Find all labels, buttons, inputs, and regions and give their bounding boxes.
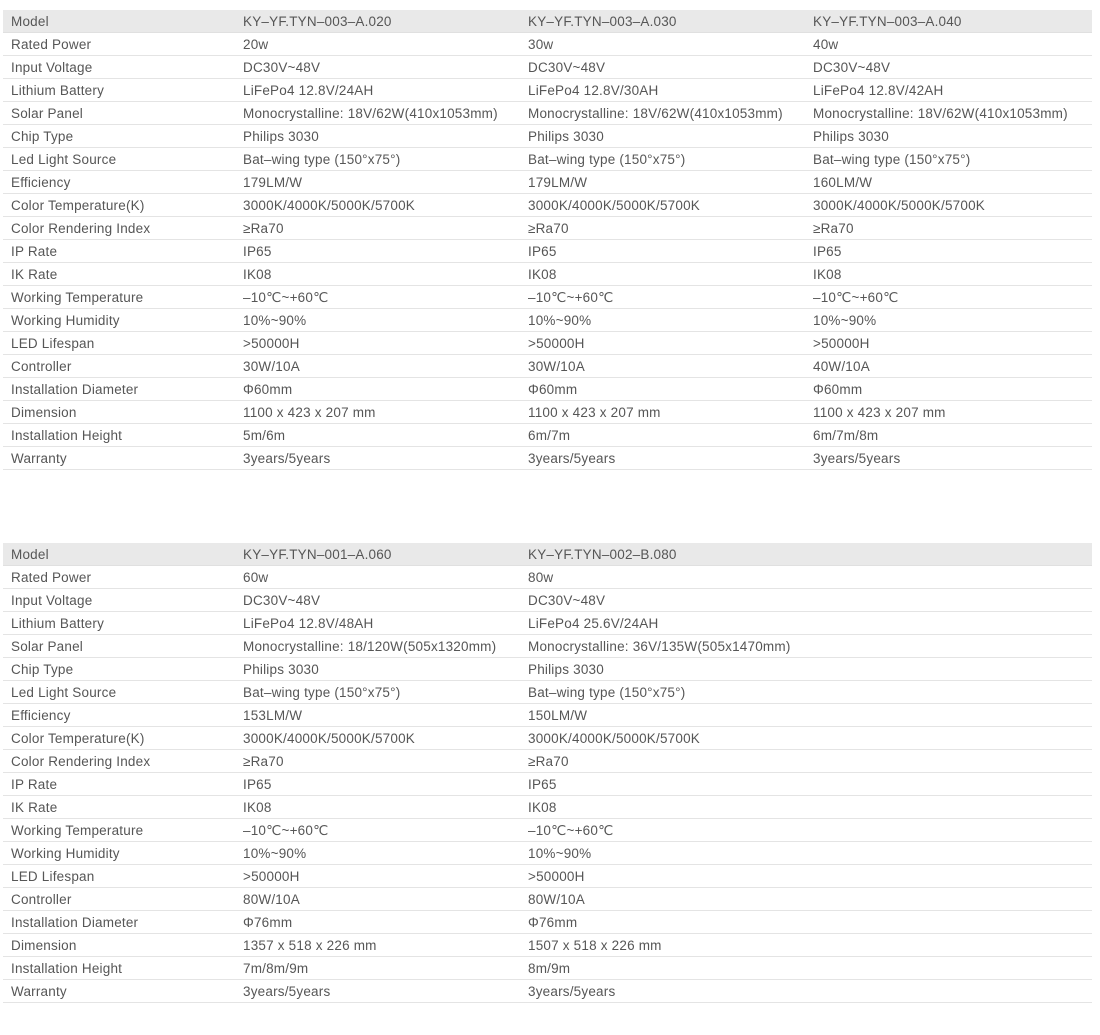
spec-value: Bat–wing type (150°x75°): [243, 151, 401, 167]
spec-row: [3, 635, 1092, 658]
spec-row: [3, 148, 1092, 171]
spec-row: [3, 102, 1092, 125]
spec-label: Color Rendering Index: [11, 753, 151, 769]
spec-value: –10℃~+60℃: [528, 289, 614, 305]
spec-value: Philips 3030: [813, 128, 889, 144]
model-header-row: [3, 10, 1092, 33]
spec-value: 3000K/4000K/5000K/5700K: [813, 197, 985, 213]
spec-row: [3, 240, 1092, 263]
spec-value: 80W/10A: [243, 891, 300, 907]
model-name: KY–YF.TYN–003–A.020: [243, 13, 392, 29]
spec-value: 1507 x 518 x 226 mm: [528, 937, 662, 953]
spec-label: LED Lifespan: [11, 335, 95, 351]
spec-value: LiFePo4 12.8V/24AH: [243, 82, 374, 98]
spec-value: Monocrystalline: 36V/135W(505x1470mm): [528, 638, 791, 654]
spec-value: IK08: [813, 266, 842, 282]
spec-value: Monocrystalline: 18V/62W(410x1053mm): [243, 105, 498, 121]
spec-value: ≥Ra70: [243, 220, 284, 236]
spec-value: Philips 3030: [243, 661, 319, 677]
spec-value: LiFePo4 12.8V/42AH: [813, 82, 944, 98]
spec-value: 153LM/W: [243, 707, 303, 723]
spec-row: [3, 911, 1092, 934]
spec-label: Installation Diameter: [11, 381, 139, 397]
spec-value: >50000H: [243, 868, 300, 884]
spec-label: Installation Height: [11, 960, 123, 976]
spec-value: Bat–wing type (150°x75°): [813, 151, 971, 167]
spec-label: Working Temperature: [11, 822, 144, 838]
spec-value: DC30V~48V: [243, 59, 321, 75]
spec-row: [3, 773, 1092, 796]
spec-label: Color Temperature(K): [11, 730, 145, 746]
spec-value: 10%~90%: [528, 312, 592, 328]
spec-label: Warranty: [11, 450, 67, 466]
spec-value: Φ76mm: [528, 914, 578, 930]
spec-value: IP65: [813, 243, 842, 259]
spec-label: Chip Type: [11, 128, 74, 144]
spec-value: IP65: [243, 243, 272, 259]
spec-value: 40w: [813, 36, 839, 52]
spec-value: 3years/5years: [813, 450, 901, 466]
spec-table-60w-80w: [3, 543, 1092, 1003]
spec-value: DC30V~48V: [243, 592, 321, 608]
spec-row: [3, 704, 1092, 727]
spec-value: 3000K/4000K/5000K/5700K: [528, 197, 700, 213]
spec-value: 1100 x 423 x 207 mm: [243, 404, 376, 420]
spec-value: 5m/6m: [243, 427, 286, 443]
spec-row: [3, 980, 1092, 1003]
spec-row: [3, 309, 1092, 332]
spec-label: Color Temperature(K): [11, 197, 145, 213]
spec-row: [3, 842, 1092, 865]
spec-label: Working Humidity: [11, 312, 120, 328]
spec-value: ≥Ra70: [243, 753, 284, 769]
spec-label: Model: [11, 13, 49, 29]
model-name: KY–YF.TYN–003–A.030: [528, 13, 677, 29]
spec-value: IK08: [528, 266, 557, 282]
spec-label: Chip Type: [11, 661, 74, 677]
spec-value: ≥Ra70: [528, 753, 569, 769]
spec-label: Led Light Source: [11, 684, 117, 700]
spec-value: LiFePo4 12.8V/30AH: [528, 82, 659, 98]
spec-label: Installation Height: [11, 427, 123, 443]
spec-label: Efficiency: [11, 707, 71, 723]
spec-label: Efficiency: [11, 174, 71, 190]
spec-label: IP Rate: [11, 243, 58, 259]
spec-value: 3000K/4000K/5000K/5700K: [528, 730, 700, 746]
spec-value: DC30V~48V: [528, 59, 606, 75]
spec-row: [3, 401, 1092, 424]
spec-value: 1357 x 518 x 226 mm: [243, 937, 377, 953]
spec-label: Model: [11, 546, 49, 562]
spec-value: Monocrystalline: 18V/62W(410x1053mm): [528, 105, 783, 121]
spec-label: Working Temperature: [11, 289, 144, 305]
spec-row: [3, 658, 1092, 681]
spec-value: 160LM/W: [813, 174, 873, 190]
spec-value: ≥Ra70: [813, 220, 854, 236]
spec-row: [3, 750, 1092, 773]
spec-row: [3, 888, 1092, 911]
spec-value: 20w: [243, 36, 269, 52]
spec-row: [3, 79, 1092, 102]
spec-value: Philips 3030: [528, 661, 604, 677]
spec-label: Color Rendering Index: [11, 220, 151, 236]
spec-label: Input Voltage: [11, 592, 93, 608]
spec-value: –10℃~+60℃: [813, 289, 899, 305]
spec-value: Philips 3030: [528, 128, 604, 144]
spec-row: [3, 217, 1092, 240]
model-header-row: [3, 543, 1092, 566]
spec-value: DC30V~48V: [813, 59, 891, 75]
spec-value: Φ76mm: [243, 914, 293, 930]
spec-value: IK08: [243, 799, 272, 815]
spec-value: LiFePo4 12.8V/48AH: [243, 615, 374, 631]
spec-row: [3, 424, 1092, 447]
spec-value: 150LM/W: [528, 707, 588, 723]
spec-row: [3, 171, 1092, 194]
spec-value: 3years/5years: [528, 450, 616, 466]
spec-value: Monocrystalline: 18V/62W(410x1053mm): [813, 105, 1068, 121]
spec-label: Dimension: [11, 404, 77, 420]
spec-row: [3, 33, 1092, 56]
spec-value: 30W/10A: [243, 358, 300, 374]
spec-label: Controller: [11, 358, 72, 374]
spec-row: [3, 355, 1092, 378]
spec-value: 10%~90%: [243, 845, 307, 861]
spec-value: 1100 x 423 x 207 mm: [813, 404, 946, 420]
spec-sheet-page: [0, 10, 1100, 1035]
spec-value: 8m/9m: [528, 960, 571, 976]
spec-value: IP65: [243, 776, 272, 792]
spec-value: >50000H: [528, 868, 585, 884]
spec-value: 30W/10A: [528, 358, 585, 374]
spec-value: 10%~90%: [528, 845, 592, 861]
spec-value: –10℃~+60℃: [243, 822, 329, 838]
spec-label: Solar Panel: [11, 638, 83, 654]
spec-row: [3, 727, 1092, 750]
spec-label: IP Rate: [11, 776, 58, 792]
spec-label: Working Humidity: [11, 845, 120, 861]
spec-table-20w-30w-40w: [3, 10, 1092, 470]
spec-value: IP65: [528, 243, 557, 259]
spec-row: [3, 194, 1092, 217]
spec-value: 80w: [528, 569, 554, 585]
spec-label: Solar Panel: [11, 105, 83, 121]
spec-row: [3, 819, 1092, 842]
spec-value: 6m/7m/8m: [813, 427, 879, 443]
spec-label: Installation Diameter: [11, 914, 139, 930]
spec-value: ≥Ra70: [528, 220, 569, 236]
spec-label: Dimension: [11, 937, 77, 953]
spec-value: Φ60mm: [528, 381, 578, 397]
spec-value: 6m/7m: [528, 427, 571, 443]
spec-value: IK08: [243, 266, 272, 282]
spec-row: [3, 332, 1092, 355]
spec-value: 40W/10A: [813, 358, 870, 374]
spec-label: LED Lifespan: [11, 868, 95, 884]
spec-value: Bat–wing type (150°x75°): [243, 684, 401, 700]
spec-label: IK Rate: [11, 266, 58, 282]
spec-value: Φ60mm: [243, 381, 293, 397]
spec-row: [3, 447, 1092, 470]
spec-row: [3, 957, 1092, 980]
spec-value: DC30V~48V: [528, 592, 606, 608]
spec-label: Input Voltage: [11, 59, 93, 75]
spec-value: 80W/10A: [528, 891, 585, 907]
spec-value: –10℃~+60℃: [528, 822, 614, 838]
spec-value: Bat–wing type (150°x75°): [528, 684, 686, 700]
spec-label: Lithium Battery: [11, 82, 105, 98]
spec-value: 3000K/4000K/5000K/5700K: [243, 197, 415, 213]
spec-value: 3years/5years: [243, 450, 331, 466]
spec-value: Monocrystalline: 18/120W(505x1320mm): [243, 638, 497, 654]
model-name: KY–YF.TYN–003–A.040: [813, 13, 962, 29]
spec-value: >50000H: [813, 335, 870, 351]
spec-row: [3, 263, 1092, 286]
spec-label: Warranty: [11, 983, 67, 999]
spec-value: 3000K/4000K/5000K/5700K: [243, 730, 415, 746]
spec-row: [3, 125, 1092, 148]
spec-row: [3, 865, 1092, 888]
spec-value: –10℃~+60℃: [243, 289, 329, 305]
spec-label: Rated Power: [11, 569, 92, 585]
spec-row: [3, 566, 1092, 589]
spec-label: Lithium Battery: [11, 615, 105, 631]
spec-value: >50000H: [243, 335, 300, 351]
spec-value: Φ60mm: [813, 381, 863, 397]
spec-label: Led Light Source: [11, 151, 117, 167]
model-name: KY–YF.TYN–001–A.060: [243, 546, 392, 562]
spec-value: Philips 3030: [243, 128, 319, 144]
model-name: KY–YF.TYN–002–B.080: [528, 546, 677, 562]
spec-value: 30w: [528, 36, 554, 52]
spec-value: IP65: [528, 776, 557, 792]
spec-value: 3years/5years: [243, 983, 331, 999]
spec-value: 1100 x 423 x 207 mm: [528, 404, 661, 420]
spec-value: >50000H: [528, 335, 585, 351]
spec-value: 179LM/W: [528, 174, 588, 190]
spec-value: 3years/5years: [528, 983, 616, 999]
spec-row: [3, 934, 1092, 957]
spec-row: [3, 796, 1092, 819]
spec-value: Bat–wing type (150°x75°): [528, 151, 686, 167]
spec-row: [3, 681, 1092, 704]
spec-label: Controller: [11, 891, 72, 907]
spec-value: 7m/8m/9m: [243, 960, 309, 976]
spec-label: Rated Power: [11, 36, 92, 52]
spec-value: 60w: [243, 569, 269, 585]
spec-value: LiFePo4 25.6V/24AH: [528, 615, 659, 631]
spec-value: 10%~90%: [243, 312, 307, 328]
spec-label: IK Rate: [11, 799, 58, 815]
spec-row: [3, 286, 1092, 309]
spec-value: IK08: [528, 799, 557, 815]
spec-row: [3, 56, 1092, 79]
spec-value: 10%~90%: [813, 312, 877, 328]
spec-value: 179LM/W: [243, 174, 303, 190]
spec-row: [3, 589, 1092, 612]
spec-row: [3, 612, 1092, 635]
spec-row: [3, 378, 1092, 401]
